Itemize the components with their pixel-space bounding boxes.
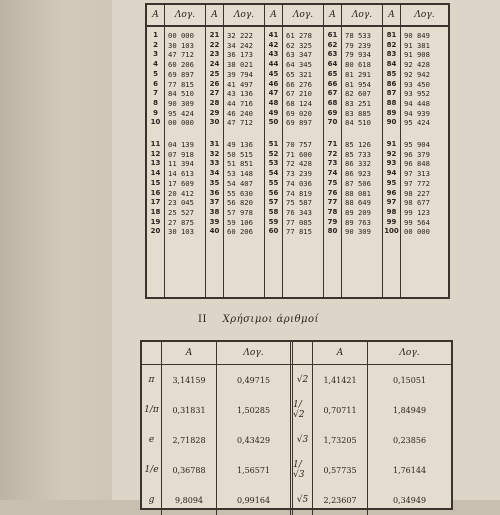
root-value: 0,70711 <box>313 395 368 425</box>
numbers-91-100: 91 92 93 94 95 96 97 98 99 100 <box>384 140 399 236</box>
header-a: A <box>313 342 368 364</box>
header-a: A <box>265 5 283 25</box>
numbers-11-20: 11 12 13 14 15 16 17 18 19 20 <box>150 140 161 236</box>
root-log: 0,15051 <box>392 375 427 385</box>
constant-value: 0,31831 <box>162 395 217 425</box>
header-log: Λογ. <box>217 342 293 364</box>
log-column <box>224 27 265 297</box>
constant-log: 0,99164 <box>217 485 293 515</box>
logs-91-100: 95 904 96 379 96 848 97 313 97 772 98 227 98 677 99 123 99 564 00 000 <box>404 140 430 237</box>
root-value: 1,41421 <box>313 365 368 395</box>
logs-61-70: 78 533 79 239 79 934 80 618 81 291 81 954 82 607 83 251 83 885 84 510 <box>345 31 371 128</box>
constant-log: 0,49715 <box>217 365 293 395</box>
numbers-51-60: 51 52 53 54 55 56 57 58 59 60 <box>268 140 279 236</box>
number-column <box>265 27 283 297</box>
header-log: Λογ. <box>165 5 206 25</box>
logarithm-table <box>145 3 450 299</box>
logarithm-table-header <box>147 5 448 27</box>
constant-log: 1,56571 <box>217 455 293 485</box>
constant-value: 2,71828 <box>162 425 217 455</box>
header-symbol <box>293 342 313 364</box>
section-number: II <box>198 314 207 325</box>
numbers-61-70: 61 62 63 64 65 66 67 68 69 70 <box>327 31 338 127</box>
logs-1-10: 00 000 30 103 47 712 60 206 69 897 77 815 84 510 90 309 95 424 00 000 <box>168 31 194 128</box>
table-row <box>142 455 451 485</box>
root-log: 1,76144 <box>392 465 427 475</box>
logs-81-90: 90 849 91 381 91 908 92 428 92 942 93 450 93 952 94 448 94 939 95 424 <box>404 31 430 128</box>
useful-numbers-header <box>142 342 451 365</box>
header-log: Λογ. <box>414 10 435 20</box>
table-row <box>142 365 451 395</box>
root-value: 1,73205 <box>313 425 368 455</box>
header-a: A <box>147 5 165 25</box>
numbers-21-30: 21 22 23 24 25 26 27 28 29 30 <box>209 31 220 127</box>
useful-numbers-table <box>140 340 453 510</box>
logs-41-50: 61 278 62 325 63 347 64 345 65 321 66 276 67 210 68 124 69 020 69 897 <box>286 31 312 128</box>
root-log: 1,84949 <box>392 405 427 415</box>
log-column <box>283 27 324 297</box>
constant-value: 0,36788 <box>162 455 217 485</box>
constant-value: 9,8094 <box>162 485 217 515</box>
root-log: 0,34949 <box>392 495 427 505</box>
section-heading <box>198 314 319 325</box>
root-symbol: √2 <box>293 365 313 395</box>
numbers-71-80: 71 72 73 74 75 76 77 78 79 80 <box>327 140 338 236</box>
header-log: Λογ. <box>224 5 265 25</box>
constant-value: 3,14159 <box>162 365 217 395</box>
header-log: Λογ. <box>283 5 324 25</box>
root-symbol: √3 <box>293 425 313 455</box>
number-column <box>147 27 165 297</box>
table-row <box>142 395 451 425</box>
constant-log: 0,43429 <box>217 425 293 455</box>
header-log: Λογ. <box>399 348 420 358</box>
header-symbol <box>142 342 162 364</box>
root-symbol: 1/√2 <box>293 395 313 425</box>
constant-symbol: g <box>142 485 162 515</box>
header-a: A <box>383 5 401 25</box>
root-symbol: √5 <box>293 485 313 515</box>
number-column <box>383 27 401 297</box>
number-column <box>206 27 224 297</box>
header-a: A <box>206 5 224 25</box>
root-symbol: 1/√3 <box>293 455 313 485</box>
root-value: 0,57735 <box>313 455 368 485</box>
root-value: 2,23607 <box>313 485 368 515</box>
table-row <box>142 425 451 455</box>
constant-log: 1,50285 <box>217 395 293 425</box>
logs-21-30: 32 222 34 242 36 173 38 021 39 794 41 497 43 136 44 716 46 240 47 712 <box>227 31 253 128</box>
constant-symbol: 1/e <box>142 455 162 485</box>
numbers-81-90: 81 82 83 84 85 86 87 88 89 90 <box>386 31 397 127</box>
logarithm-table-body <box>147 27 448 297</box>
number-column <box>324 27 342 297</box>
book-spine <box>0 0 114 500</box>
header-log: Λογ. <box>342 5 383 25</box>
logs-51-60: 70 757 71 600 72 428 73 239 74 036 74 819 75 587 76 343 77 085 77 815 <box>286 140 312 237</box>
logs-71-80: 85 126 85 733 86 332 86 923 87 506 88 081 88 649 89 209 89 763 90 309 <box>345 140 371 237</box>
log-column <box>342 27 383 297</box>
header-a: A <box>324 5 342 25</box>
logs-31-40: 49 136 50 515 51 851 53 148 54 407 55 630 56 820 57 978 59 106 60 206 <box>227 140 253 237</box>
log-column <box>165 27 206 297</box>
logs-11-20: 04 139 07 918 11 394 14 613 17 609 20 412 23 045 25 527 27 875 30 103 <box>168 140 194 237</box>
log-column <box>401 27 448 297</box>
section-title: Χρήσιμοι άριθμοί <box>222 314 319 325</box>
root-log: 0,23856 <box>392 435 427 445</box>
numbers-41-50: 41 42 43 44 45 46 47 48 49 50 <box>268 31 279 127</box>
numbers-31-40: 31 32 33 34 35 36 37 38 39 40 <box>209 140 220 236</box>
constant-symbol: 1/π <box>142 395 162 425</box>
constant-symbol: e <box>142 425 162 455</box>
table-row <box>142 485 451 515</box>
constant-symbol: π <box>142 365 162 395</box>
header-a: A <box>162 342 217 364</box>
numbers-1-10: 1 2 3 4 5 6 7 8 9 10 <box>150 31 161 127</box>
